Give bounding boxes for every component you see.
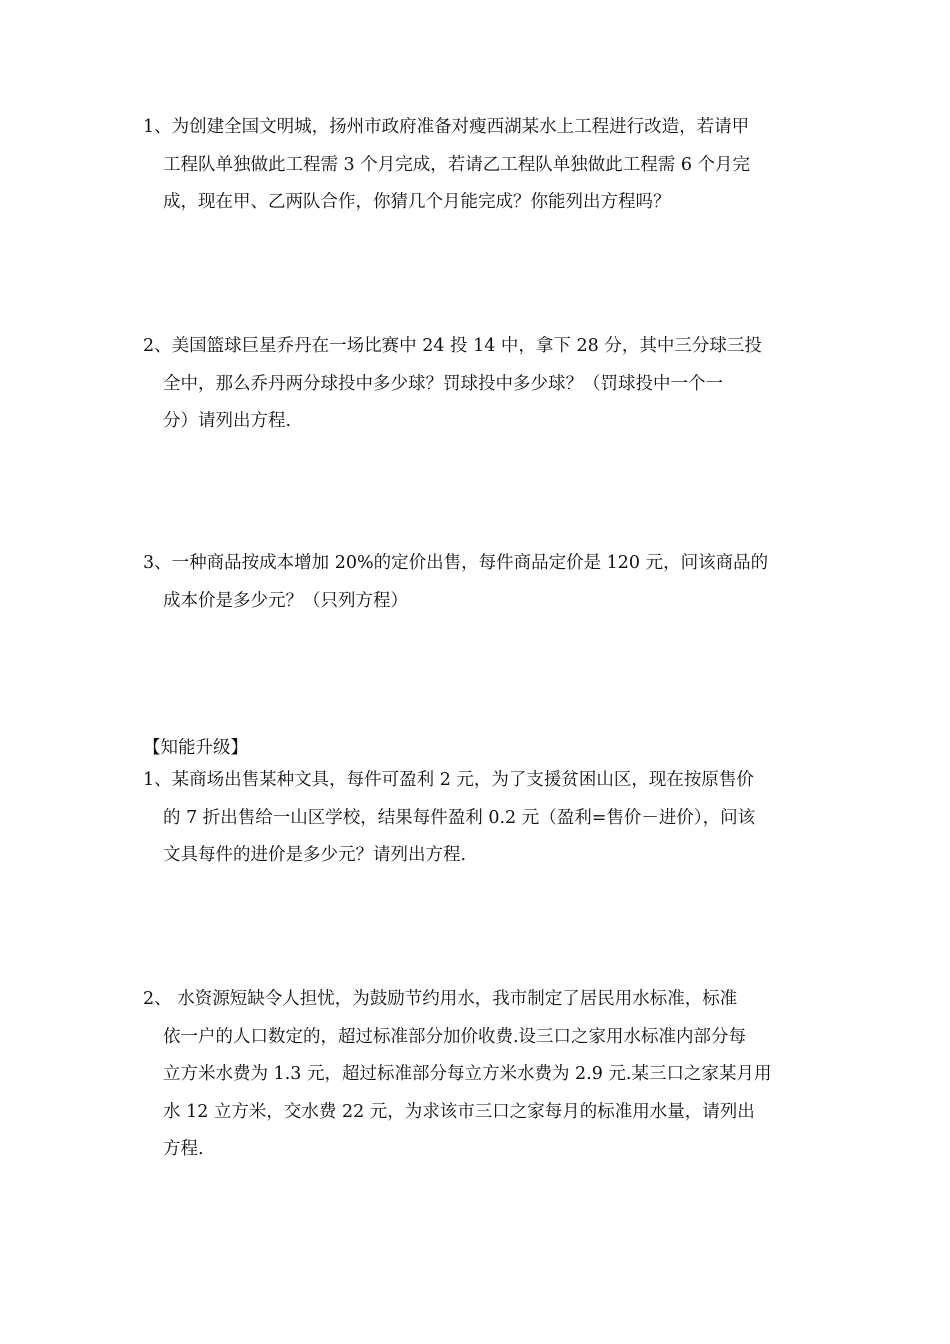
problem-2-line-1: 2、美国篮球巨星乔丹在一场比赛中 24 投 14 中，拿下 28 分，其中三分球三投: [143, 336, 762, 356]
problem-2: [143, 328, 811, 441]
problem-1-line-3: 成，现在甲、乙两队合作，你猜几个月能完成？你能列出方程吗？: [163, 192, 671, 212]
upgrade-problem-2-line-4: 水 12 立方米，交水费 22 元，为求该市三口之家每月的标准用水量，请列出: [163, 1101, 755, 1122]
problem-1-line-2: 工程队单独做此工程需 3 个月完成，若请乙工程队单独做此工程需 6 个月完: [163, 154, 751, 175]
upgrade-problem-2-line-5: 方程.: [163, 1139, 204, 1159]
problem-2-line-3: 分）请列出方程.: [163, 411, 292, 431]
problem-2-line-2: 全中，那么乔丹两分球投中多少球？罚球投中多少球？（罚球投中一个一: [163, 373, 723, 394]
upgrade-problem-2-line-3: 立方米水费为 1.3 元，超过标准部分每立方米水费为 2.9 元.某三口之家某月用: [163, 1064, 772, 1084]
upgrade-problem-1-line-1: 1、某商场出售某种文具，每件可盈利 2 元，为了支援贫困山区，现在按原售价: [143, 770, 754, 790]
problem-3-line-2: 成本价是多少元？（只列方程）: [163, 590, 408, 611]
upgrade-problem-2: [143, 981, 811, 1169]
upgrade-problem-1: [143, 762, 811, 875]
upgrade-problem-1-line-3: 文具每件的进价是多少元？请列出方程.: [163, 845, 467, 865]
problem-3: [143, 545, 811, 620]
upgrade-problem-2-line-2: 依一户的人口数定的，超过标准部分加价收费.设三口之家用水标准内部分每: [163, 1026, 747, 1047]
problem-1-line-1: 1、为创建全国文明城，扬州市政府准备对瘦西湖某水上工程进行改造，若请甲: [143, 117, 750, 137]
problem-1: [143, 109, 811, 222]
section-heading: 【知能升级】: [143, 738, 248, 758]
upgrade-problem-2-line-1: 2、 水资源短缺令人担忧，为鼓励节约用水，我市制定了居民用水标准，标准: [143, 989, 738, 1009]
problem-3-line-1: 3、一种商品按成本增加 20%的定价出售，每件商品定价是 120 元，问该商品的: [143, 553, 769, 573]
upgrade-problem-1-line-2: 的 7 折出售给一山区学校，结果每件盈利 0.2 元（盈利=售价－进价），问该: [163, 807, 756, 828]
